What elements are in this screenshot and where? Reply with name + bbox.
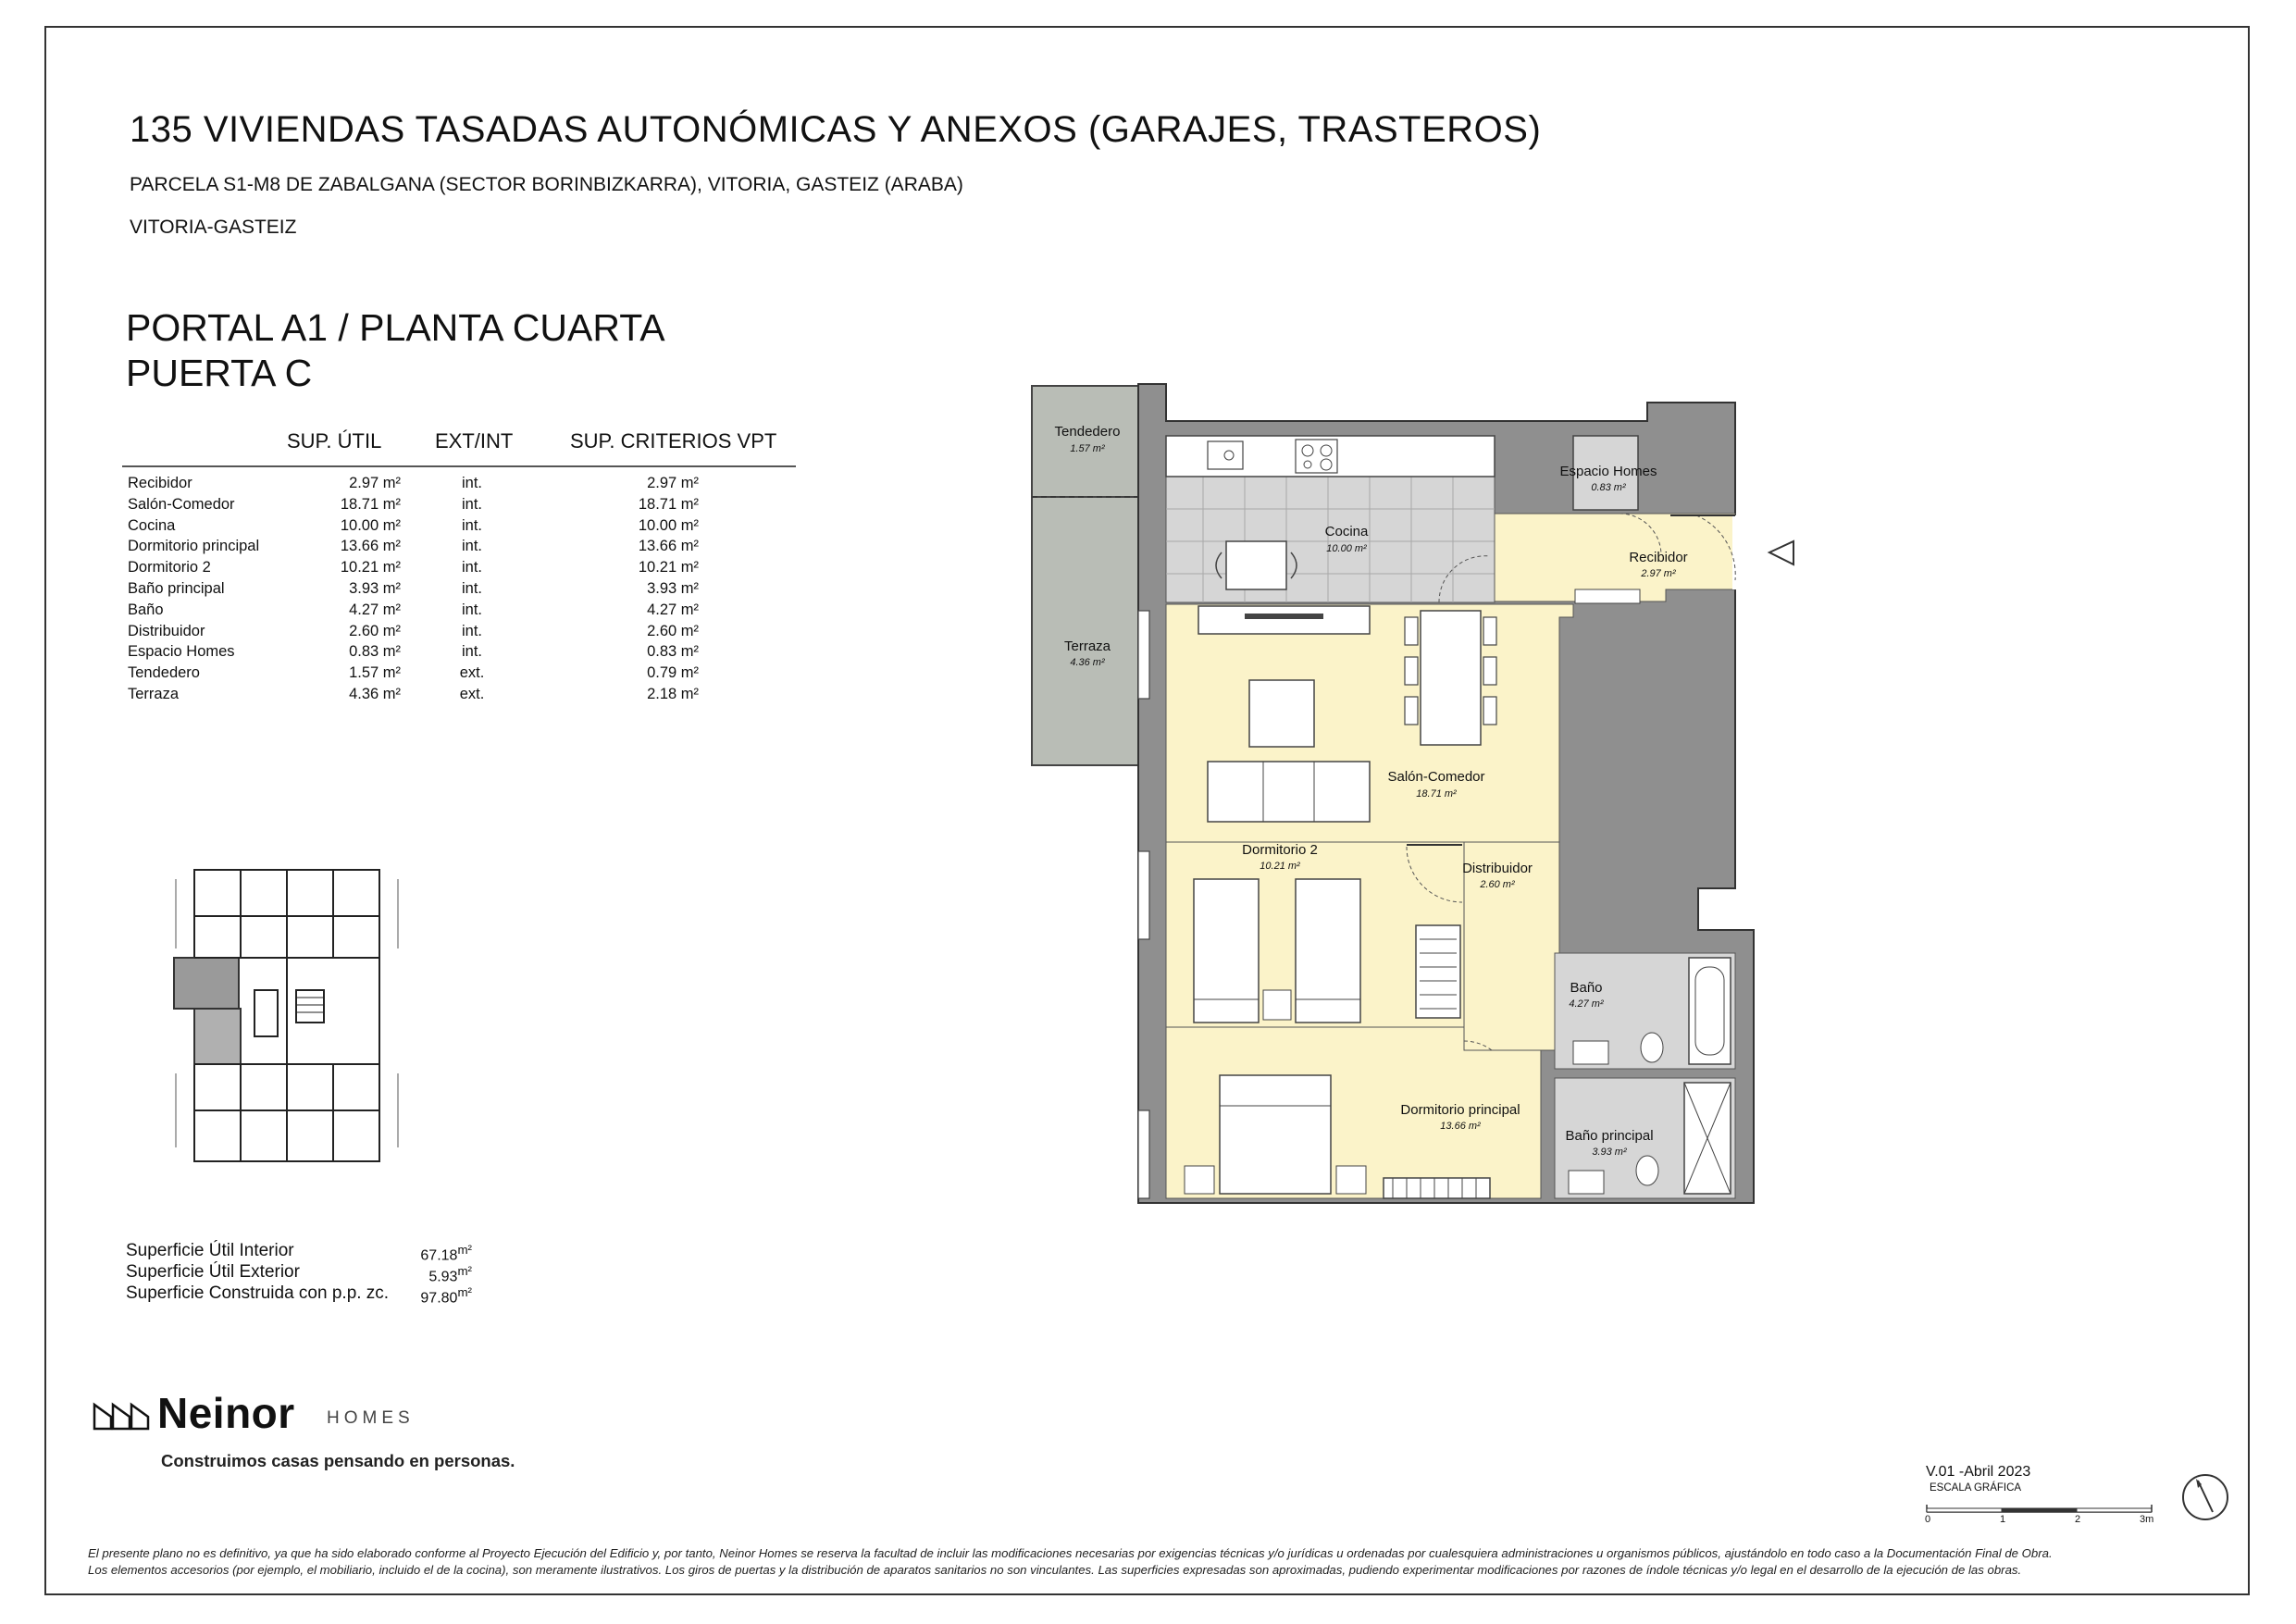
header-sup-util: SUP. ÚTIL: [287, 429, 382, 452]
room-label-dormitorio-2: Dormitorio 2: [1242, 842, 1318, 858]
entrance-arrow-icon: [1769, 541, 1793, 564]
room-area-espacio-homes: 0.83 m²: [1591, 482, 1626, 493]
table-row: [0, 643, 796, 664]
room-label-tendedero: Tendedero: [1054, 424, 1121, 440]
row-sup-util: 4.27 m²: [349, 601, 401, 618]
table-row: [0, 601, 796, 623]
row-sup-util: 4.36 m²: [349, 686, 401, 702]
summary-exterior-number: 5.93: [428, 1269, 458, 1285]
row-sup-vpt: 10.00 m²: [638, 516, 699, 534]
row-ext-int: ext.: [459, 664, 485, 682]
summary-exterior-label: Superficie Útil Exterior: [126, 1262, 300, 1282]
recibidor-area: [1495, 514, 1735, 601]
summary-interior-number: 67.18: [420, 1247, 458, 1264]
project-title: 135 VIVIENDAS TASADAS AUTONÓMICAS Y ANEXOS (GARAJES, TRASTEROS): [130, 109, 1542, 150]
floor-plan: [1018, 375, 1814, 1245]
row-sup-vpt: 3.93 m²: [647, 580, 699, 597]
row-sup-util: 13.66 m²: [340, 538, 401, 555]
room-area-bano: 4.27 m²: [1569, 998, 1604, 1010]
table-row: [0, 475, 796, 496]
scale-tick-2: 2: [2075, 1514, 2081, 1525]
disclaimer: [88, 1545, 2263, 1579]
key-plan: [157, 861, 416, 1180]
room-area-recibidor: 2.97 m²: [1641, 568, 1676, 579]
room-area-salon-comedor: 18.71 m²: [1416, 788, 1457, 800]
row-sup-util: 10.21 m²: [340, 559, 401, 576]
row-sup-vpt: 13.66 m²: [638, 538, 699, 555]
row-sup-vpt: 10.21 m²: [638, 559, 699, 576]
room-area-dormitorio-2: 10.21 m²: [1260, 861, 1300, 872]
table-row: [0, 496, 796, 517]
unit-heading: [126, 305, 665, 396]
room-label-espacio-homes: Espacio Homes: [1559, 464, 1657, 479]
summary-interior-label: Superficie Útil Interior: [126, 1241, 294, 1260]
row-ext-int: int.: [461, 643, 482, 661]
room-area-tendedero: 1.57 m²: [1070, 443, 1105, 454]
brand-block: [93, 1388, 527, 1473]
neinor-logo-icon: [93, 1401, 150, 1432]
brand-tagline: Construimos casas pensando en personas.: [161, 1451, 515, 1470]
room-label-distribuidor: Distribuidor: [1462, 861, 1533, 876]
row-room-name: Baño principal: [128, 580, 225, 597]
row-ext-int: int.: [461, 580, 482, 597]
scale-bar: [1925, 1501, 2156, 1514]
row-sup-util: 1.57 m²: [349, 664, 401, 682]
scale-tick-3: 3m: [2140, 1514, 2154, 1525]
room-area-bano-principal: 3.93 m²: [1592, 1147, 1627, 1158]
row-room-name: Espacio Homes: [128, 643, 235, 661]
row-sup-util: 0.83 m²: [349, 643, 401, 661]
row-sup-vpt: 18.71 m²: [638, 495, 699, 513]
row-sup-util: 3.93 m²: [349, 580, 401, 597]
summary-construida-value: [389, 1285, 472, 1307]
row-room-name: Salón-Comedor: [128, 495, 235, 513]
row-ext-int: int.: [461, 622, 482, 639]
table-row: [0, 686, 796, 707]
terraza-area: [1032, 497, 1141, 765]
row-room-name: Dormitorio principal: [128, 538, 260, 555]
row-ext-int: int.: [461, 475, 482, 491]
disclaimer-line-2: Los elementos accesorios (por ejemplo, el mobiliario, incluido el de la cocina), son meramente ilustrativos. Los giros de puertas y la distribución de aparatos sanitarios no son vinculantes. Las superficies expresadas son aproximadas, pudiendo experimentar modificaciones por razones de índole técnicas y/o legal en el desarrollo de la ejecución de las obras.: [88, 1563, 2022, 1577]
summary-exterior-unit: m²: [457, 1264, 472, 1278]
scale-tick-1: 1: [2000, 1514, 2006, 1525]
row-sup-util: 18.71 m²: [340, 495, 401, 513]
table-row: [0, 559, 796, 580]
row-sup-util: 10.00 m²: [340, 516, 401, 534]
north-arrow-icon: [2179, 1471, 2231, 1523]
disclaimer-line-1: El presente plano no es definitivo, ya que ha sido elaborado conforme al Proyecto Ejecución del Edificio y, por tanto, Neinor Homes se reserva la facultad de incluir las modificaciones necesarias por exigencias técnicas y/o jurídicas u ordenadas por cualesquiera administraciones u organismos públicos, ajustándolo en todo caso a la Documentación Final de Obra.: [88, 1546, 2053, 1560]
row-room-name: Terraza: [128, 686, 180, 702]
row-room-name: Cocina: [128, 516, 176, 534]
table-divider: [122, 465, 796, 467]
row-ext-int: int.: [461, 538, 482, 555]
row-sup-vpt: 2.18 m²: [647, 686, 699, 702]
table-row: [0, 664, 796, 686]
table-row: [0, 538, 796, 559]
row-sup-util: 2.97 m²: [349, 475, 401, 491]
project-city: VITORIA-GASTEIZ: [130, 217, 297, 238]
row-room-name: Dormitorio 2: [128, 559, 211, 576]
room-label-terraza: Terraza: [1063, 638, 1111, 654]
project-subtitle: PARCELA S1-M8 DE ZABALGANA (SECTOR BORINBIZKARRA), VITORIA, GASTEIZ (ARABA): [130, 174, 963, 195]
room-area-distribuidor: 2.60 m²: [1480, 879, 1515, 890]
row-sup-vpt: 0.79 m²: [647, 664, 699, 682]
room-label-cocina: Cocina: [1324, 524, 1369, 539]
row-room-name: Tendedero: [128, 664, 200, 682]
row-sup-vpt: 2.60 m²: [647, 622, 699, 639]
room-area-dormitorio-principal: 13.66 m²: [1440, 1121, 1481, 1132]
room-label-dormitorio-principal: Dormitorio principal: [1400, 1102, 1520, 1118]
row-sup-vpt: 0.83 m²: [647, 643, 699, 661]
summary-exterior-value: [389, 1264, 472, 1285]
version-label: V.01 -Abril 2023: [1926, 1464, 2031, 1480]
header-sup-vpt: SUP. CRITERIOS VPT: [570, 429, 777, 452]
summary-interior-value: [389, 1243, 472, 1264]
row-room-name: Distribuidor: [128, 622, 205, 639]
tendedero-area: [1032, 386, 1141, 497]
row-ext-int: int.: [461, 495, 482, 513]
unit-door: PUERTA C: [126, 352, 313, 394]
summary-construida-unit: m²: [457, 1285, 472, 1299]
summary-interior-unit: m²: [457, 1243, 472, 1257]
row-ext-int: int.: [461, 601, 482, 618]
unit-portal: PORTAL A1 / PLANTA CUARTA: [126, 306, 665, 349]
room-area-terraza: 4.36 m²: [1070, 657, 1105, 668]
row-ext-int: int.: [461, 559, 482, 576]
scale-tick-0: 0: [1925, 1514, 1931, 1525]
row-ext-int: ext.: [459, 686, 485, 702]
brand-name: Neinor: [157, 1389, 295, 1437]
row-sup-vpt: 2.97 m²: [647, 475, 699, 491]
summary-construida-label: Superficie Construida con p.p. zc.: [126, 1283, 390, 1303]
room-label-bano-principal: Baño principal: [1565, 1128, 1654, 1144]
table-row: [0, 623, 796, 644]
row-ext-int: int.: [461, 516, 482, 534]
room-label-salon-comedor: Salón-Comedor: [1387, 769, 1485, 785]
room-area-cocina: 10.00 m²: [1326, 543, 1367, 554]
row-room-name: Baño: [128, 601, 164, 618]
summary-construida-number: 97.80: [420, 1290, 458, 1307]
header-ext-int: EXT/INT: [435, 429, 514, 452]
table-row: [0, 517, 796, 539]
room-label-recibidor: Recibidor: [1629, 550, 1688, 565]
brand-sub: HOMES: [327, 1408, 415, 1428]
row-sup-util: 2.60 m²: [349, 622, 401, 639]
room-label-bano: Baño: [1570, 980, 1603, 996]
row-room-name: Recibidor: [128, 475, 192, 491]
scale-label: ESCALA GRÁFICA: [1930, 1482, 2022, 1494]
table-row: [0, 580, 796, 601]
row-sup-vpt: 4.27 m²: [647, 601, 699, 618]
